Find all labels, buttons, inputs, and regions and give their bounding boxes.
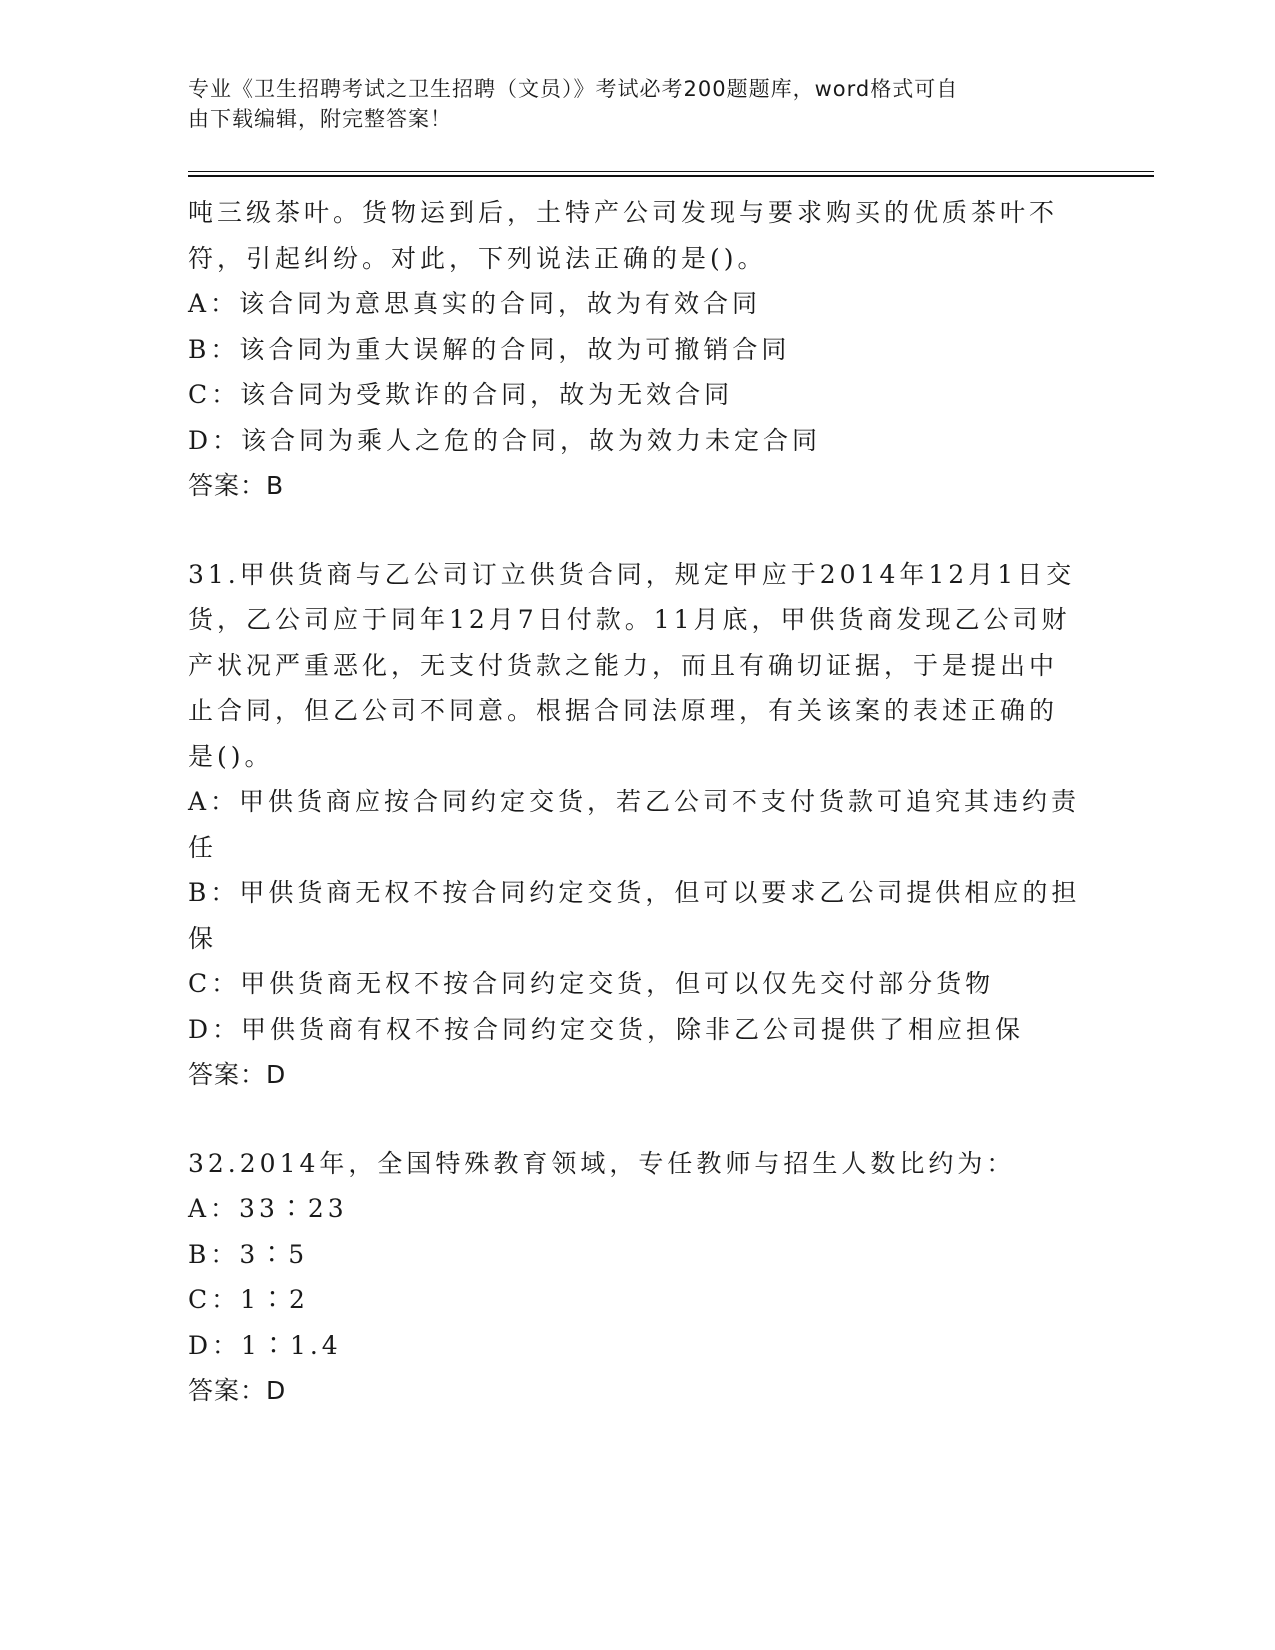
option-b-continued: 保 [188, 923, 218, 953]
answer: 答案：D [188, 1376, 287, 1405]
question-text-line: 吨三级茶叶。货物运到后，土特产公司发现与要求购买的优质茶叶不 [188, 198, 1059, 227]
question-text-line: 货，乙公司应于同年12月7日付款。11月底，甲供货商发现乙公司财 [188, 605, 1071, 634]
option-a-continued: 任 [188, 832, 218, 862]
question-text-line: 产状况严重恶化，无支付货款之能力，而且有确切证据，于是提出中 [188, 650, 1059, 680]
question-31 [188, 552, 1088, 1098]
option-a: A：该合同为意思真实的合同，故为有效合同 [188, 289, 762, 318]
option-c: C：甲供货商无权不按合同约定交货，但可以仅先交付部分货物 [188, 969, 995, 998]
option-d: D：该合同为乘人之危的合同，故为效力未定合同 [188, 425, 822, 455]
question-text-line: 32.2014年，全国特殊教育领域，专任教师与招生人数比约为： [188, 1148, 1016, 1178]
question-text-line: 符，引起纠纷。对此，下列说法正确的是()。 [188, 243, 767, 273]
answer: 答案：B [188, 471, 285, 500]
option-c: C：1∶2 [188, 1285, 309, 1314]
header-line-2: 由下载编辑，附完整答案！ [188, 107, 452, 131]
option-a: A：甲供货商应按合同约定交货，若乙公司不支付货款可追究其违约责 [188, 787, 1081, 816]
option-c: C：该合同为受欺诈的合同，故为无效合同 [188, 380, 734, 409]
spacer [188, 509, 1088, 552]
question-content [188, 190, 1088, 1414]
option-b: B：该合同为重大误解的合同，故为可撤销合同 [188, 334, 791, 364]
question-32 [188, 1141, 1088, 1414]
question-30-continued [188, 190, 1088, 509]
option-b: B：3∶5 [188, 1239, 309, 1269]
question-text-line: 是()。 [188, 741, 274, 771]
option-a: A：33∶23 [188, 1194, 348, 1223]
option-d: D：甲供货商有权不按合同约定交货，除非乙公司提供了相应担保 [188, 1014, 1025, 1044]
option-d: D：1∶1.4 [188, 1330, 342, 1360]
header-rule-thick [188, 175, 1154, 177]
answer: 答案：D [188, 1060, 287, 1089]
header-line-1: 专业《卫生招聘考试之卫生招聘（文员）》考试必考200题题库，word格式可自 [188, 77, 959, 101]
option-b: B：甲供货商无权不按合同约定交货，但可以要求乙公司提供相应的担 [188, 878, 1081, 907]
spacer [188, 1098, 1088, 1141]
question-text-line: 止合同，但乙公司不同意。根据合同法原理，有关该案的表述正确的 [188, 696, 1059, 725]
header-rule-thin [188, 171, 1154, 172]
question-text-line: 31.甲供货商与乙公司订立供货合同，规定甲应于2014年12月1日交 [188, 559, 1076, 589]
document-header [188, 74, 1068, 134]
